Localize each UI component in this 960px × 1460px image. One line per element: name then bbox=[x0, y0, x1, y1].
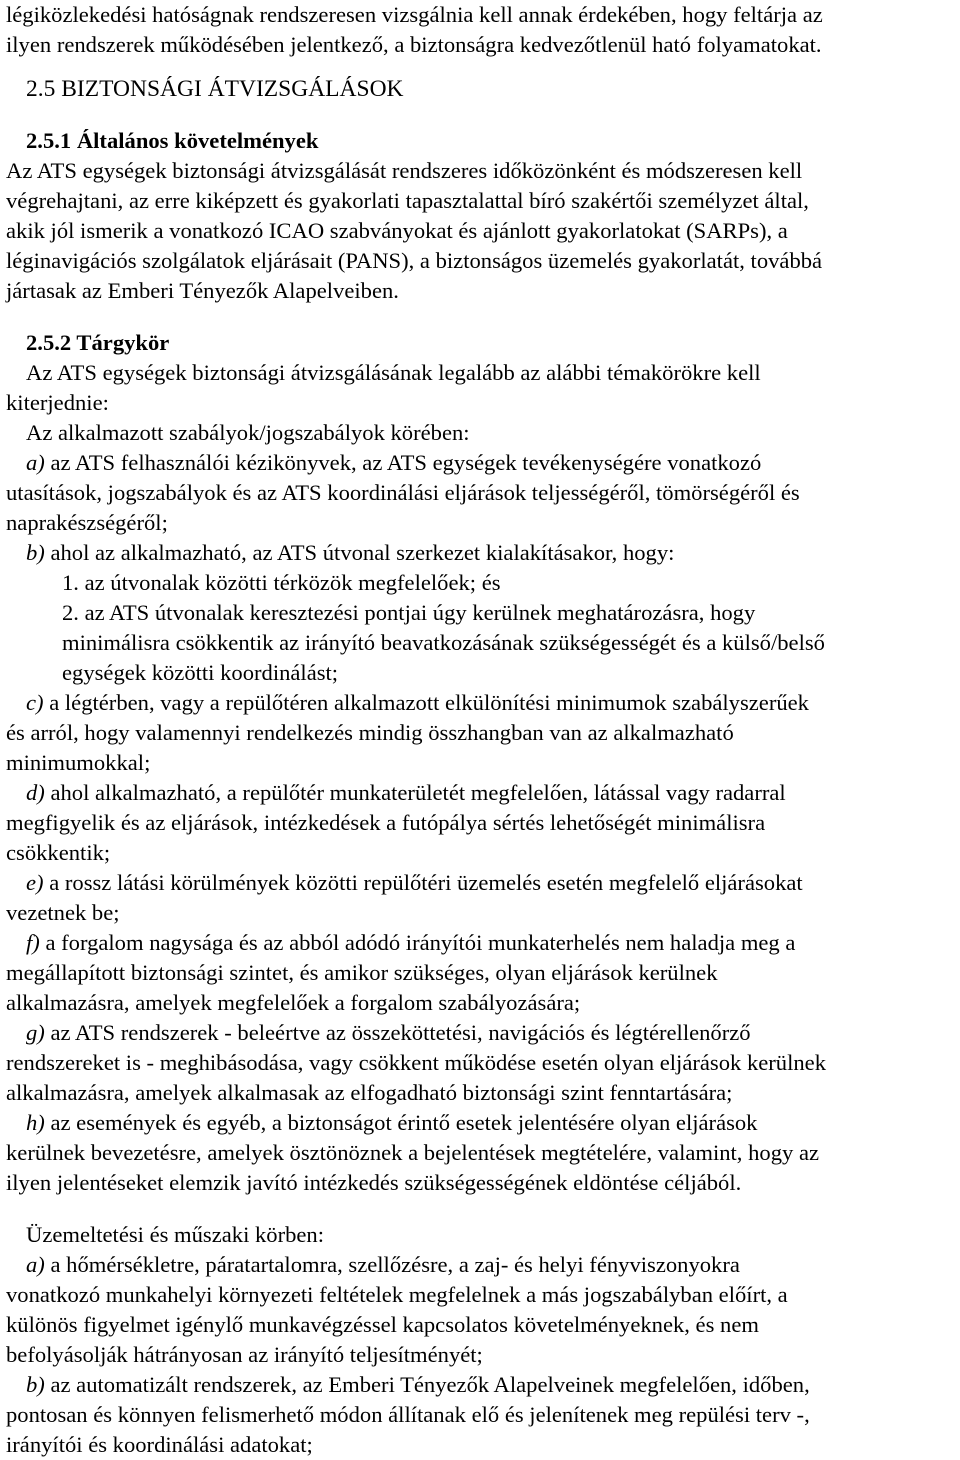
paragraph-line: kiterjednie: bbox=[6, 390, 109, 415]
paragraph-line: vezetnek be; bbox=[6, 900, 120, 925]
item-letter: e) bbox=[26, 870, 44, 895]
paragraph-line: alkalmazásra, amelyek megfelelőek a forgalom szabályozására; bbox=[6, 990, 581, 1015]
paragraph-line: kerülnek bevezetésre, amelyek ösztönöznek a bejelentések megtételére, valamint, hogy az bbox=[6, 1140, 819, 1165]
item-letter: d) bbox=[26, 780, 45, 805]
paragraph-line: pontosan és könnyen felismerhető módon állítanak elő és jelenítenek meg repülési terv -, bbox=[6, 1402, 810, 1427]
ops-item-a bbox=[6, 1250, 956, 1280]
list-item-h bbox=[6, 1108, 956, 1138]
list-item-a bbox=[6, 448, 956, 478]
ops-heading: Üzemeltetési és műszaki körben: bbox=[26, 1222, 325, 1247]
item-text: az ATS felhasználói kézikönyvek, az ATS egységek tevékenységére vonatkozó bbox=[44, 450, 762, 475]
paragraph-line: minimumokkal; bbox=[6, 750, 151, 775]
item-text: a rossz látási körülmények közötti repülőtéri üzemelés esetén megfelelő eljárásokat bbox=[43, 870, 803, 895]
item-letter: b) bbox=[26, 1372, 45, 1397]
item-text: ahol alkalmazható, a repülőtér munkaterületét megfelelően, látással vagy radarral bbox=[44, 780, 786, 805]
paragraph-line: megfigyelik és az eljárások, intézkedések a futópálya sértés lehetőségét minimálisra bbox=[6, 810, 766, 835]
paragraph-line: Az ATS egységek biztonsági átvizsgálásának legalább az alábbi témakörökre kell bbox=[26, 360, 761, 385]
list-item-f bbox=[6, 928, 956, 958]
paragraph-line: minimálisra csökkentik az irányító beavatkozásának szükségességét és a külső/belső bbox=[62, 630, 825, 655]
item-letter: h) bbox=[26, 1110, 45, 1135]
item-letter: c) bbox=[26, 690, 44, 715]
list-item-g bbox=[6, 1018, 956, 1048]
paragraph-line: rendszereket is - meghibásodása, vagy csökkent működése esetén olyan eljárások kerülnek bbox=[6, 1050, 826, 1075]
paragraph-line: alkalmazásra, amelyek alkalmasak az elfogadható biztonsági szint fenntartására; bbox=[6, 1080, 733, 1105]
paragraph-line: léginavigációs szolgálatok eljárásait (PANS), a biztonságos üzemelés gyakorlatát, továbbá bbox=[6, 248, 823, 273]
paragraph-line: különös figyelmet igénylő munkavégzéssel kapcsolatos követelményeknek, és nem bbox=[6, 1312, 759, 1337]
list-item-b bbox=[6, 538, 956, 568]
item-text: az automatizált rendszerek, az Emberi Tényezők Alapelveinek megfelelően, időben, bbox=[44, 1372, 810, 1397]
intro-line: légiközlekedési hatóságnak rendszeresen vizsgálnia kell annak érdekében, hogy feltárja az bbox=[6, 2, 823, 27]
item-letter: a) bbox=[26, 1252, 45, 1277]
paragraph-line: végrehajtani, az erre kiképzett és gyakorlati tapasztalattal bíró szakértői személyzet által, bbox=[6, 188, 809, 213]
subsection-heading-2-5-2: 2.5.2 Tárgykör bbox=[26, 330, 170, 355]
item-letter: a) bbox=[26, 450, 45, 475]
item-text: az események és egyéb, a biztonságot érintő esetek jelentésére olyan eljárások bbox=[44, 1110, 758, 1135]
paragraph-line: utasítások, jogszabályok és az ATS koordinálási eljárások teljességéről, tömörségéről és bbox=[6, 480, 800, 505]
document-page bbox=[6, 0, 956, 1460]
item-text: a hőmérsékletre, páratartalomra, szellőzésre, a zaj- és helyi fényviszonyokra bbox=[44, 1252, 740, 1277]
paragraph-line: csökkentik; bbox=[6, 840, 111, 865]
intro-line: ilyen rendszerek működésében jelentkező, a biztonságra kedvezőtlenül ható folyamatokat. bbox=[6, 32, 822, 57]
section-heading: 2.5 BIZTONSÁGI ÁTVIZSGÁLÁSOK bbox=[26, 76, 404, 102]
item-letter: b) bbox=[26, 540, 45, 565]
list-item-d bbox=[6, 778, 956, 808]
item-text: a légtérben, vagy a repülőtéren alkalmazott elkülönítési minimumok szabályszerűek bbox=[43, 690, 809, 715]
item-letter: g) bbox=[26, 1020, 45, 1045]
ops-item-b bbox=[6, 1370, 956, 1400]
paragraph-line: vonatkozó munkahelyi környezeti feltételek megfelelnek a más jogszabályban előírt, a bbox=[6, 1282, 788, 1307]
paragraph-line: és arról, hogy valamennyi rendelkezés mindig összhangban van az alkalmazható bbox=[6, 720, 734, 745]
item-letter: f) bbox=[26, 930, 40, 955]
list-item-e bbox=[6, 868, 956, 898]
paragraph-line: befolyásolják hátrányosan az irányító teljesítményét; bbox=[6, 1342, 483, 1367]
sub-item-1: 1. az útvonalak közötti térközök megfelelőek; és bbox=[62, 570, 501, 595]
paragraph-line: Az ATS egységek biztonsági átvizsgálását rendszeres időközönként és módszeresen kell bbox=[6, 158, 803, 183]
paragraph-line: megállapított biztonsági szintet, és amikor szükséges, olyan eljárások kerülnek bbox=[6, 960, 718, 985]
item-text: az ATS rendszerek - beleértve az összeköttetési, navigációs és légtérellenőrző bbox=[44, 1020, 751, 1045]
paragraph-line: Az alkalmazott szabályok/jogszabályok körében: bbox=[26, 420, 470, 445]
paragraph-line: ilyen jelentéseket elemzik javító intézkedés szükségességének eldöntése céljából. bbox=[6, 1170, 742, 1195]
item-text: ahol az alkalmazható, az ATS útvonal szerkezet kialakításakor, hogy: bbox=[44, 540, 675, 565]
list-item-c bbox=[6, 688, 956, 718]
subsection-heading-2-5-1: 2.5.1 Általános követelmények bbox=[26, 128, 319, 153]
paragraph-line: jártasak az Emberi Tényezők Alapelveiben. bbox=[6, 278, 399, 303]
paragraph-line: egységek közötti koordinálást; bbox=[62, 660, 339, 685]
paragraph-line: akik jól ismerik a vonatkozó ICAO szabványokat és ajánlott gyakorlatokat (SARPs), a bbox=[6, 218, 788, 243]
paragraph-line: irányítói és koordinálási adatokat; bbox=[6, 1432, 313, 1457]
sub-item-2: 2. az ATS útvonalak keresztezési pontjai úgy kerülnek meghatározásra, hogy bbox=[62, 600, 756, 625]
item-text: a forgalom nagysága és az abból adódó irányítói munkaterhelés nem haladja meg a bbox=[39, 930, 796, 955]
paragraph-line: naprakészségéről; bbox=[6, 510, 168, 535]
